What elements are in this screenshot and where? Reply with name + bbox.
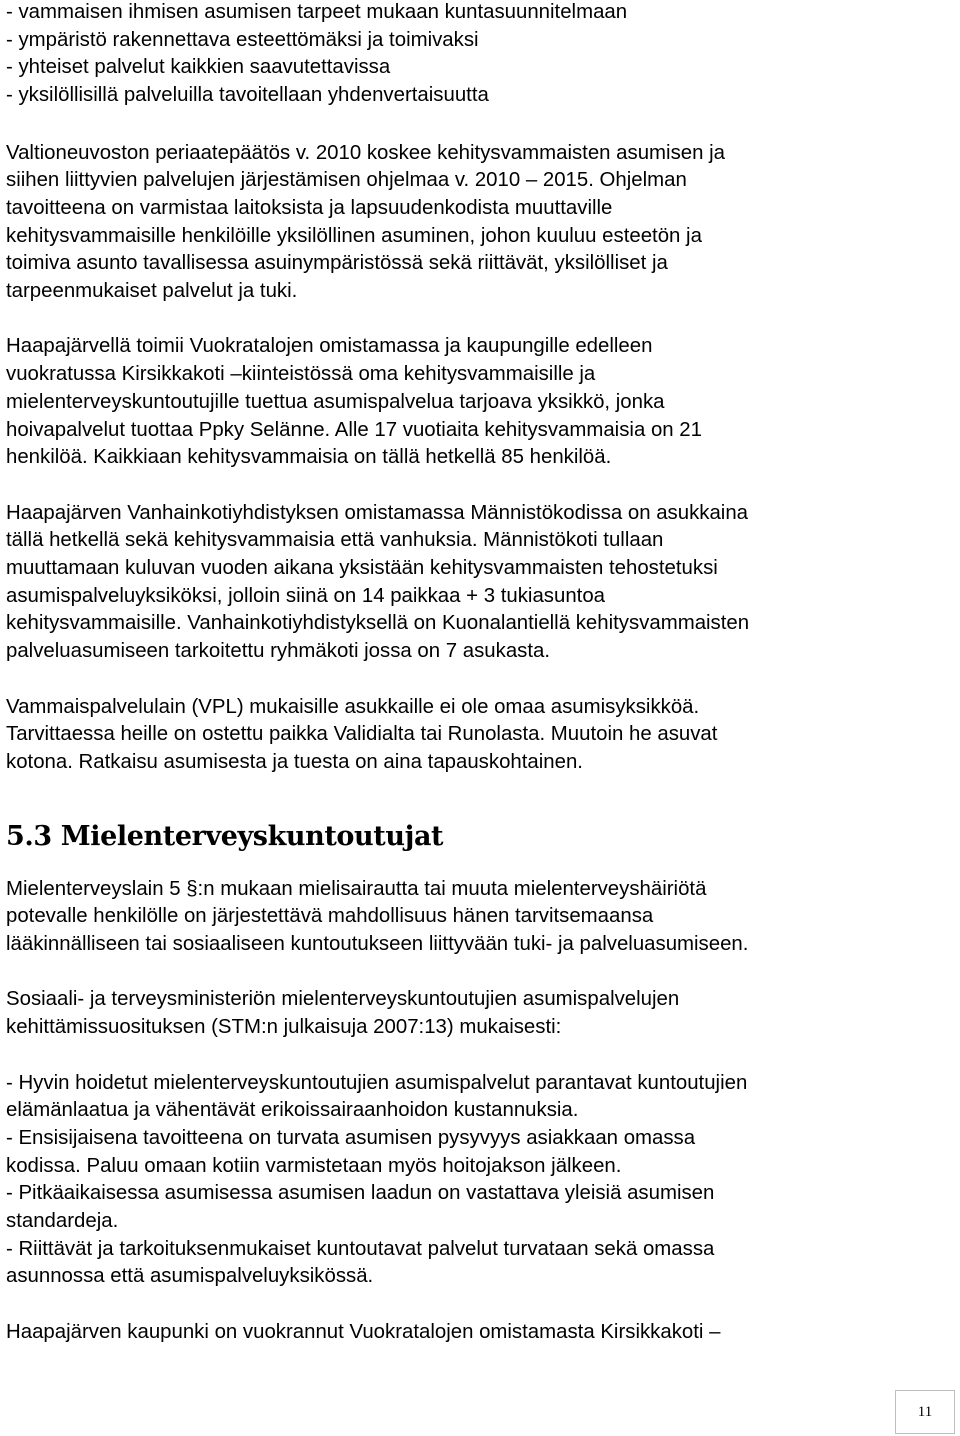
text-line: potevalle henkilölle on järjestettävä mahdollisuus hänen tarvitsemaansa <box>6 905 654 928</box>
page-number <box>895 1390 955 1434</box>
list-item: - ympäristö rakennettava esteettömäksi ja toimivaksi <box>6 28 479 51</box>
section-heading: 5.3 Mielenterveyskuntoutujat <box>6 820 444 852</box>
text-line: mielenterveyskuntoutujille tuettua asumispalvelua tarjoava yksikkö, jonka <box>6 390 665 413</box>
text-line: asumispalveluyksiköksi, jolloin siinä on 14 paikkaa + 3 tukiasuntoa <box>6 584 606 607</box>
paragraph-vpl <box>6 694 946 777</box>
list-item: kodissa. Paluu omaan kotiin varmistetaan myös hoitojakson jälkeen. <box>6 1154 622 1177</box>
list-item: - yksilöllisillä palveluilla tavoitellaan yhdenvertaisuutta <box>6 84 489 107</box>
list-item: - Pitkäaikaisessa asumisessa asumisen laadun on vastattava yleisiä asumisen <box>6 1182 715 1205</box>
text-line: Haapajärvellä toimii Vuokratalojen omistamassa ja kaupungille edelleen <box>6 335 653 358</box>
text-line: hoivapalvelut tuottaa Ppky Selänne. Alle 17 vuotiaita kehitysvammaisia on 21 <box>6 418 702 441</box>
bullet-list-principles <box>6 0 946 110</box>
list-item: - yhteiset palvelut kaikkien saavutettavissa <box>6 56 391 79</box>
text-line: tarpeenmukaiset palvelut ja tuki. <box>6 280 298 303</box>
list-item: - Hyvin hoidetut mielenterveyskuntoutujien asumispalvelut parantavat kuntoutujien <box>6 1071 748 1094</box>
text-line: lääkinnälliseen tai sosiaaliseen kuntoutukseen liittyvään tuki- ja palveluasumiseen. <box>6 933 749 956</box>
list-item: - Ensisijaisena tavoitteena on turvata asumisen pysyvyys asiakkaan omassa <box>6 1126 696 1149</box>
paragraph-mielenterveyslaki <box>6 876 946 959</box>
paragraph-haapajarvella <box>6 333 946 472</box>
text-line: Haapajärven kaupunki on vuokrannut Vuokratalojen omistamasta Kirsikkakoti – <box>6 1320 721 1343</box>
text-line: Valtioneuvoston periaatepäätös v. 2010 koskee kehitysvammaisten asumisen ja <box>6 141 725 164</box>
text-line: kehitysvammaisille. Vanhainkotiyhdistyksellä on Kuonalantiellä kehitysvammaisten <box>6 612 750 635</box>
text-line: kotona. Ratkaisu asumisesta ja tuesta on aina tapauskohtainen. <box>6 750 583 773</box>
text-line: palveluasumiseen tarkoitettu ryhmäkoti jossa on 7 asukasta. <box>6 640 551 663</box>
text-line: henkilöä. Kaikkiaan kehitysvammaisia on tällä hetkellä 85 henkilöä. <box>6 446 612 469</box>
text-line: siihen liittyvien palvelujen järjestämisen ohjelmaa v. 2010 – 2015. Ohjelman <box>6 169 687 192</box>
text-line: Haapajärven Vanhainkotiyhdistyksen omistamassa Männistökodissa on asukkaina <box>6 501 749 524</box>
text-line: toimiva asunto tavallisessa asuinympäristössä sekä riittävät, yksilölliset ja <box>6 252 668 275</box>
list-item: - Riittävät ja tarkoituksenmukaiset kuntoutavat palvelut turvataan sekä omassa <box>6 1237 715 1260</box>
list-item: standardeja. <box>6 1210 119 1233</box>
text-line: Vammaispalvelulain (VPL) mukaisille asukkaille ei ole omaa asumisyksikköä. <box>6 695 700 718</box>
text-line: vuokratussa Kirsikkakoti –kiinteistössä oma kehitysvammaisille ja <box>6 363 596 386</box>
list-item: asunnossa että asumispalveluyksikössä. <box>6 1265 374 1288</box>
text-line: muuttamaan kuluvan vuoden aikana yksistään kehitysvammaisten tehostetuksi <box>6 557 718 580</box>
list-item: - vammaisen ihmisen asumisen tarpeet mukaan kuntasuunnitelmaan <box>6 1 628 23</box>
page-number-text: 11 <box>917 1403 933 1420</box>
list-item: elämänlaatua ja vähentävät erikoissairaanhoidon kustannuksia. <box>6 1099 579 1122</box>
text-line: Tarvittaessa heille on ostettu paikka Validialta tai Runolasta. Muutoin he asuvat <box>6 723 718 746</box>
paragraph-last <box>6 1319 946 1347</box>
text-line: tavoitteena on varmistaa laitoksista ja lapsuudenkodista muuttaville <box>6 196 613 219</box>
text-line: kehittämissuosituksen (STM:n julkaisuja 2007:13) mukaisesti: <box>6 1016 562 1039</box>
paragraph-vanhainkoti <box>6 500 946 666</box>
document-page <box>6 0 946 1347</box>
paragraph-stm <box>6 986 946 1041</box>
bullet-list-stm <box>6 1070 946 1292</box>
text-line: kehitysvammaisille henkilöille yksilöllinen asuminen, johon kuuluu esteetön ja <box>6 224 702 247</box>
text-line: Sosiaali- ja terveysministeriön mielenterveyskuntoutujien asumispalvelujen <box>6 988 680 1011</box>
text-line: tällä hetkellä sekä kehitysvammaisia että vanhuksia. Männistökoti tullaan <box>6 529 664 552</box>
text-line: Mielenterveyslain 5 §:n mukaan mielisairautta tai muuta mielenterveyshäiriötä <box>6 877 707 900</box>
paragraph-valtioneuvosto <box>6 140 946 306</box>
